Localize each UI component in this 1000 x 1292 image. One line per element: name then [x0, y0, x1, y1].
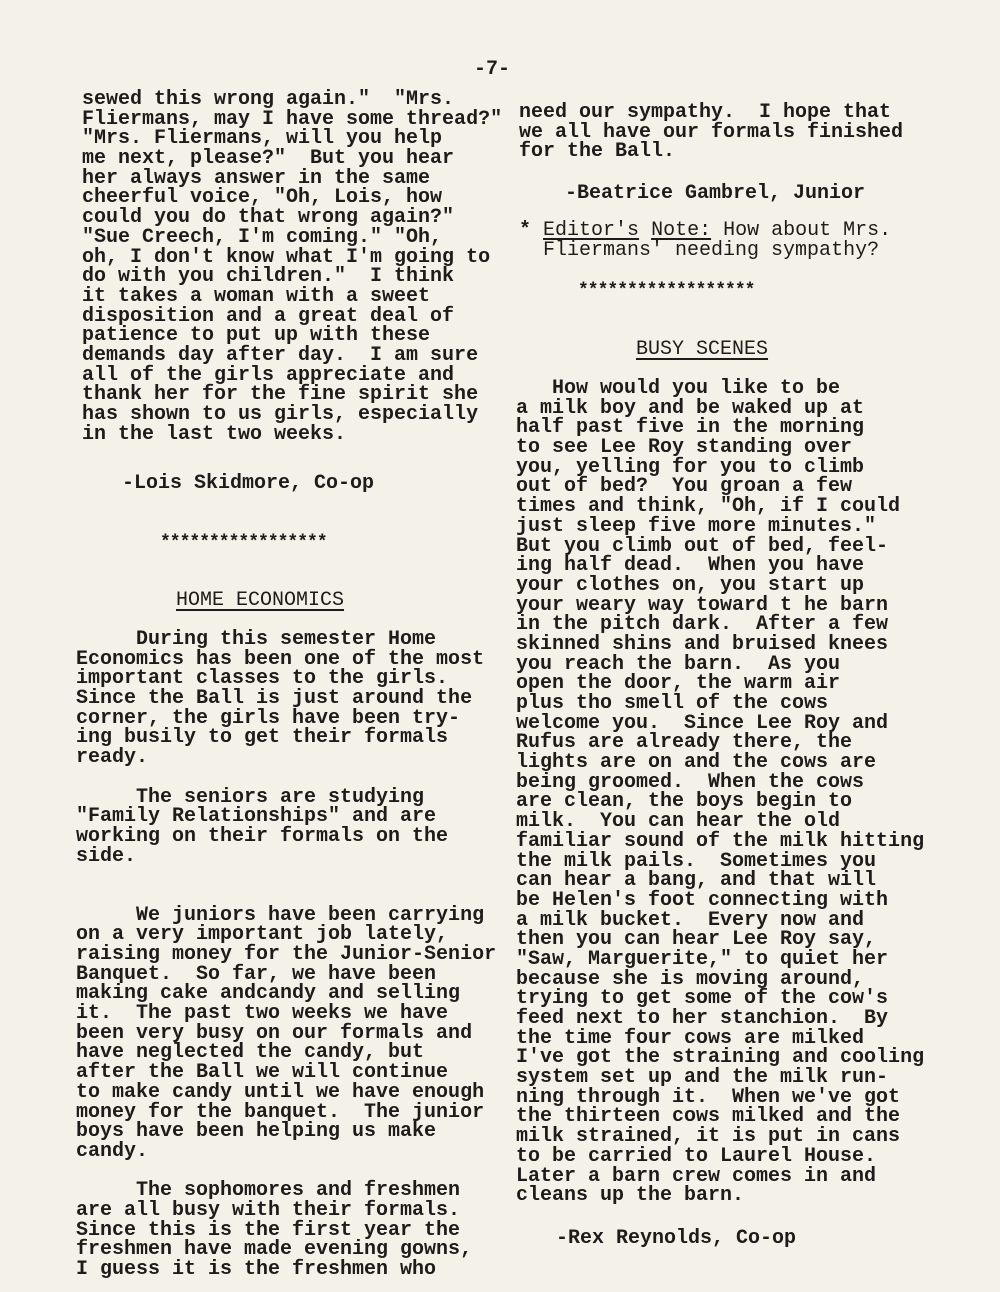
text-line: do with you children." I think: [82, 265, 455, 289]
text-line: "Sue Creech, I'm coming." "Oh,: [82, 225, 443, 249]
text-line: milk. You can hear the old: [516, 810, 841, 834]
text-line: We juniors have been carrying: [76, 903, 485, 927]
text-line: to make candy until we have enough: [76, 1080, 485, 1104]
text-line: because she is moving around,: [516, 967, 865, 991]
text-line: raising money for the Junior-Senior: [76, 943, 497, 966]
text-line: need our sympathy. I hope that: [519, 101, 892, 124]
text-line: disposition and a great deal of: [82, 304, 455, 328]
text-line: after the Ball we will continue: [76, 1061, 449, 1085]
text-line: I guess it is the freshmen who: [76, 1258, 437, 1281]
text-line: I've got the straining and cooling: [516, 1046, 925, 1070]
text-line: we all have our formals finished: [519, 120, 904, 144]
text-line: ning through it. When we've got: [516, 1085, 901, 1109]
text-line: for the Ball.: [519, 140, 676, 164]
text-line: important classes to the girls.: [76, 667, 449, 691]
text-line: cheerful voice, "Oh, Lois, how: [82, 186, 443, 210]
text-line: [76, 886, 496, 906]
text-line: familiar sound of the milk hitting: [516, 829, 925, 853]
text-line: can hear a bang, and that will: [516, 869, 877, 893]
separator-right: ******************: [578, 281, 755, 301]
text-line: your weary way toward t he barn: [516, 593, 889, 617]
text-line: in the pitch dark. After a few: [516, 613, 889, 637]
text-line: The sophomores and freshmen: [76, 1179, 461, 1203]
text-line: Since this is the first year the: [76, 1218, 461, 1242]
editors-note-asterisk: *: [519, 219, 532, 242]
text-line: The seniors are studying: [76, 785, 425, 809]
text-line: [76, 866, 496, 886]
text-line: out of bed? You groan a few: [516, 475, 853, 499]
text-line: open the door, the warm air: [516, 672, 841, 696]
text-line: demands day after day. I am sure: [82, 343, 479, 367]
text-line: patience to put up with these: [82, 324, 431, 348]
text-line: thank her for the fine spirit she: [82, 383, 479, 407]
heading-home-economics: HOME ECONOMICS: [176, 589, 345, 612]
text-line: "Family Relationships" and are: [76, 805, 437, 829]
text-line: money for the banquet. The junior: [76, 1100, 485, 1124]
text-line: How would you like to be: [516, 377, 841, 400]
text-line: feed next to her stanchion. By: [516, 1007, 889, 1030]
text-line: skinned shins and bruised knees: [516, 632, 889, 656]
text-line: have neglected the candy, but: [76, 1041, 425, 1065]
text-line: the thirteen cows milked and the: [516, 1105, 901, 1129]
text-line: ing busily to get their formals: [76, 726, 449, 750]
text-line: side.: [76, 844, 137, 868]
text-line: could you do that wrong again?": [82, 206, 455, 230]
text-line: freshmen have made evening gowns,: [76, 1238, 473, 1262]
editors-note-label: Editor's: [543, 219, 640, 242]
text-line: corner, the girls have been try-: [76, 706, 461, 730]
text-line: are clean, the boys begin to: [516, 790, 853, 814]
text-line: half past five in the morning: [516, 416, 865, 440]
text-line: it. The past two weeks we have: [76, 1002, 449, 1026]
right-continued-text: [519, 103, 903, 162]
signature-rex-reynolds: -Rex Reynolds, Co-op: [556, 1227, 797, 1250]
text-line: her always answer in the same: [82, 166, 431, 190]
text-line: it takes a woman with a sweet: [82, 284, 431, 308]
text-line: "Mrs. Fliermans, will you help: [82, 127, 443, 151]
text-line: Banquet. So far, we have been: [76, 962, 437, 986]
text-line: your clothes on, you start up: [516, 573, 865, 597]
editors-note-label-2: Note:: [651, 219, 712, 242]
text-line: But you climb out of bed, feel-: [516, 534, 889, 558]
text-line: to see Lee Roy standing over: [516, 436, 853, 460]
text-line: During this semester Home: [76, 628, 437, 651]
text-line: me next, please?" But you hear: [82, 147, 455, 171]
home-economics-body: [76, 630, 496, 1280]
text-line: are all busy with their formals.: [76, 1198, 461, 1222]
text-line: been very busy on our formals and: [76, 1021, 473, 1045]
text-line: the time four cows are milked: [516, 1026, 865, 1050]
text-line: oh, I don't know what I'm going to: [82, 245, 491, 269]
text-line: Fliermans, may I have some thread?": [82, 107, 503, 131]
text-line: Rufus are already there, the: [516, 731, 853, 755]
editors-note: [519, 221, 891, 260]
text-line: to be carried to Laurel House.: [516, 1144, 877, 1168]
text-line: working on their formals on the: [76, 824, 449, 848]
text-line: sewed this wrong again." "Mrs.: [82, 88, 455, 111]
text-line: just sleep five more minutes.": [516, 514, 877, 538]
text-line: "Saw, Marguerite," to quiet her: [516, 947, 889, 971]
editors-note-text-2: Fliermans' needing sympathy?: [543, 238, 880, 262]
text-line: in the last two weeks.: [82, 422, 347, 446]
text-line: times and think, "Oh, if I could: [516, 495, 901, 519]
text-line: you, yelling for you to climb: [516, 455, 865, 479]
text-line: milk strained, it is put in cans: [516, 1125, 901, 1149]
text-line: all of the girls appreciate and: [82, 363, 455, 387]
page-number: -7-: [474, 58, 511, 81]
separator-left: *****************: [160, 533, 327, 553]
text-line: boys have been helping us make: [76, 1120, 437, 1144]
text-line: has shown to us girls, especially: [82, 403, 479, 426]
signature-beatrice-gambrel: -Beatrice Gambrel, Junior: [565, 182, 866, 205]
text-line: Since the Ball is just around the: [76, 687, 473, 711]
heading-busy-scenes: BUSY SCENES: [636, 338, 769, 361]
text-line: you reach the barn. As you: [516, 652, 841, 676]
text-line: welcome you. Since Lee Roy and: [516, 711, 889, 735]
text-line: ing half dead. When you have: [516, 554, 865, 578]
text-line: candy.: [76, 1139, 149, 1163]
text-line: lights are on and the cows are: [516, 751, 877, 775]
text-line: [76, 768, 496, 788]
busy-scenes-body: [516, 379, 924, 1206]
text-line: a milk bucket. Every now and: [516, 908, 865, 932]
text-line: Economics has been one of the most: [76, 647, 485, 671]
text-line: the milk pails. Sometimes you: [516, 849, 877, 873]
text-line: making cake andcandy and selling: [76, 982, 461, 1006]
text-line: be Helen's foot connecting with: [516, 888, 889, 912]
text-line: being groomed. When the cows: [516, 770, 865, 794]
text-line: system set up and the milk run-: [516, 1066, 889, 1090]
text-line: plus tho smell of the cows: [516, 692, 829, 715]
text-line: Later a barn crew comes in and: [516, 1164, 877, 1188]
text-line: a milk boy and be waked up at: [516, 396, 865, 420]
text-line: ready.: [76, 746, 149, 770]
editors-note-text: How about Mrs.: [711, 219, 892, 242]
text-line: trying to get some of the cow's: [516, 987, 889, 1011]
text-line: cleans up the barn.: [516, 1184, 745, 1208]
signature-lois-skidmore: -Lois Skidmore, Co-op: [122, 472, 375, 495]
left-continued-text: [82, 90, 502, 444]
text-line: then you can hear Lee Roy say,: [516, 928, 877, 952]
text-line: on a very important job lately,: [76, 923, 449, 947]
